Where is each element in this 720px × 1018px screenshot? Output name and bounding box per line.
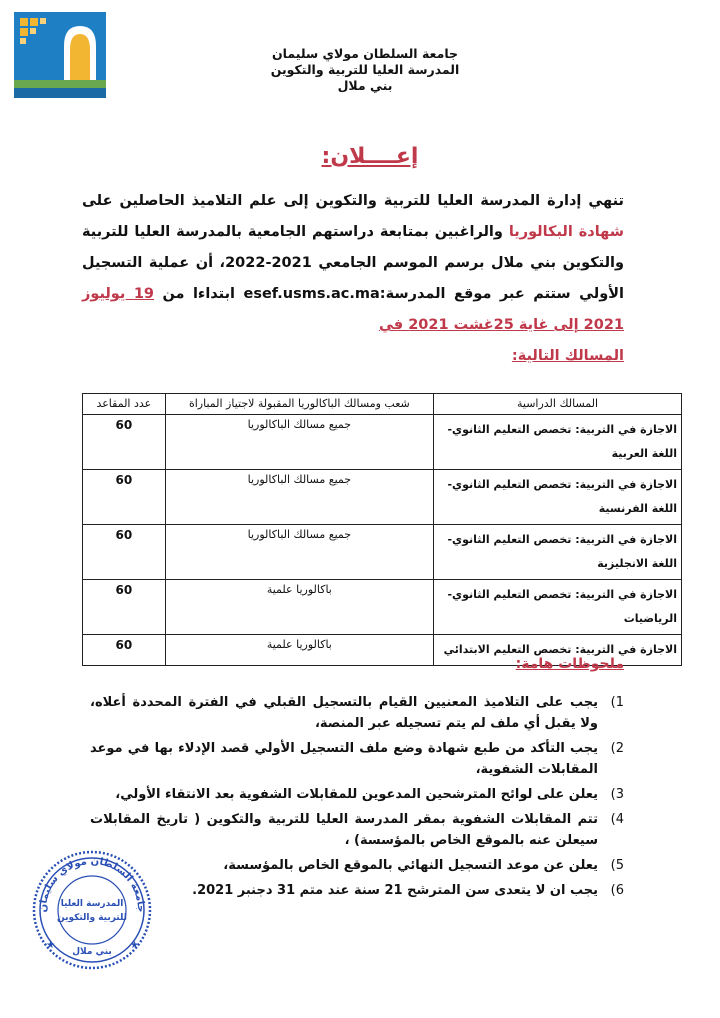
stamp-bottom-text: بني ملال <box>72 947 112 957</box>
tracks-table <box>82 393 682 666</box>
stamp-inner-line1: المدرسة العليا <box>60 899 124 909</box>
track-cell: الاجازة في التربية: تخصص التعليم الثانوي-اللغة الفرنسية <box>434 470 682 525</box>
list-item <box>90 784 624 805</box>
note-number: (3 <box>610 787 624 802</box>
star-icon: ★ <box>130 940 139 951</box>
seats-cell: 60 <box>83 470 166 525</box>
certificate-cell: باكالوريا علمية <box>165 635 433 666</box>
table-row <box>83 525 682 580</box>
stamp-outer-text: جامعة السلطان مولاي سليمان <box>37 855 147 913</box>
note-text: يعلن على لوائح المترشحين المدعوين للمقابلات الشفوية بعد الانتقاء الأولي، <box>115 787 598 802</box>
header-seats: عدد المقاعد <box>83 394 166 415</box>
certificate-cell: جميع مسالك الباكالوريا <box>165 415 433 470</box>
baccalaureate-highlight: شهادة البكالوريا <box>508 224 625 240</box>
seats-cell: 60 <box>83 525 166 580</box>
note-number: (1 <box>610 695 624 710</box>
note-number: (6 <box>610 883 624 898</box>
note-text: يجب ان لا يتعدى سن المترشح 21 سنة عند متم 31 دجنبر 2021. <box>192 883 598 898</box>
stamp-inner-line2: للتربية والتكوين <box>56 913 128 923</box>
note-text: يجب على التلاميذ المعنيين القيام بالتسجيل القبلي في الفترة المحددة أعلاه، ولا يقبل أي ملف لم يتم تسجيله عبر المنصة، <box>90 695 598 731</box>
intro-text-3: ، أن عملية التسجيل الأولي ستتم عبر موقع المدرسة: <box>82 255 625 302</box>
note-text: تتم المقابلات الشفوية بمقر المدرسة العليا للتربية والتكوين ( تاريخ المقابلات سيعلن عنه بالموقع الخاص بالمؤسسة) ، <box>90 812 598 848</box>
header-certificates: شعب ومسالك الباكالوريا المقبولة لاجتياز المباراة <box>165 394 433 415</box>
notes-title: ملحوظات هامة: <box>515 656 624 672</box>
track-cell: الاجازة في التربية: تخصص التعليم الثانوي-اللغة الانجليزية <box>434 525 682 580</box>
table-row <box>83 470 682 525</box>
announcement-body <box>82 186 624 372</box>
list-item <box>90 880 624 901</box>
list-item <box>90 692 624 734</box>
university-name: جامعة السلطان مولاي سليمان <box>271 46 459 61</box>
list-item <box>90 809 624 851</box>
track-cell: الاجازة في التربية: تخصص التعليم الابتدائي <box>434 635 682 666</box>
city-name: بني ملال <box>337 78 393 93</box>
intro-text-4: ابتداءا من <box>154 286 244 302</box>
announcement-title: إعــــلان: <box>321 144 419 169</box>
website-link[interactable]: esef.usms.ac.ma <box>243 286 380 302</box>
registration-dates: 19 يوليوز 2021 إلى غاية 25غشت 2021 في <box>82 286 624 333</box>
table-row <box>83 580 682 635</box>
seats-cell: 60 <box>83 580 166 635</box>
school-name: المدرسة العليا للتربية والتكوين <box>270 62 460 77</box>
intro-text-1: تنهي إدارة المدرسة العليا للتربية والتكوين إلى علم التلاميذ الحاصلين على <box>82 193 624 209</box>
tracks-label: المسالك التالية: <box>511 348 624 364</box>
university-logo <box>14 12 106 98</box>
list-item <box>90 738 624 780</box>
list-item <box>90 855 624 876</box>
header-track: المسالك الدراسية <box>434 394 682 415</box>
certificate-cell: جميع مسالك الباكالوريا <box>165 525 433 580</box>
note-number: (5 <box>610 858 624 873</box>
star-icon: ★ <box>46 940 55 951</box>
table-header-row <box>83 394 682 415</box>
institution-header <box>240 46 490 94</box>
note-number: (4 <box>610 812 624 827</box>
table-row <box>83 415 682 470</box>
notes-list <box>90 692 624 905</box>
certificate-cell: باكالوريا علمية <box>165 580 433 635</box>
seats-cell: 60 <box>83 415 166 470</box>
note-text: يعلن عن موعد التسجيل النهائي بالموقع الخاص بالمؤسسة، <box>223 858 598 873</box>
track-cell: الاجازة في التربية: تخصص التعليم الثانوي-الرياضيات <box>434 580 682 635</box>
intro-text-2: والراغبين بمتابعة دراستهم الجامعية بالمدرسة العليا للتربية والتكوين بني ملال برسم الموسم الجامعي <box>82 224 624 271</box>
note-text: يجب التأكد من طبع شهادة وضع ملف التسجيل الأولي قصد الإدلاء بها في موعد المقابلات الشفوية، <box>90 741 598 777</box>
certificate-cell: جميع مسالك الباكالوريا <box>165 470 433 525</box>
seats-cell: 60 <box>83 635 166 666</box>
note-number: (2 <box>610 741 624 756</box>
track-cell: الاجازة في التربية: تخصص التعليم الثانوي-اللغة العربية <box>434 415 682 470</box>
academic-season: 2021-2022 <box>225 255 312 271</box>
official-stamp <box>30 848 154 972</box>
